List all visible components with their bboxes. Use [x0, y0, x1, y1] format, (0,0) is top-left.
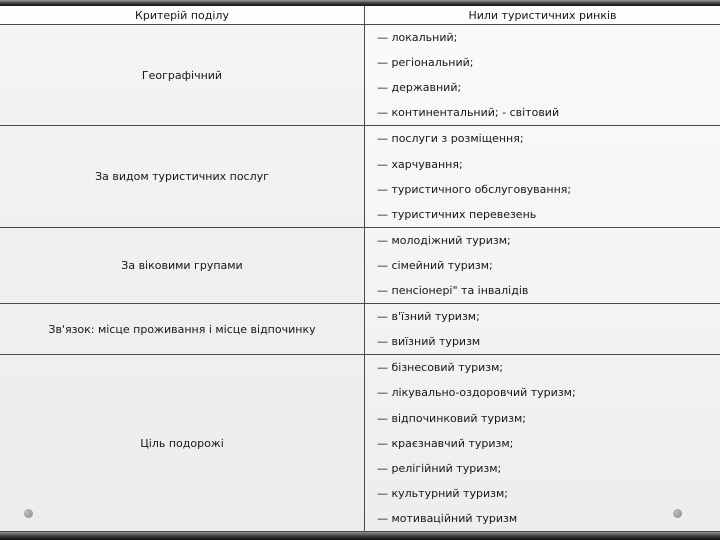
table-row [0, 126, 720, 227]
items-cell [365, 355, 720, 531]
items-cell [365, 228, 720, 303]
table-row [0, 355, 720, 531]
decorative-dot-left [24, 509, 33, 518]
table-row [0, 304, 720, 355]
list-item: — послуги з розміщення; [377, 132, 524, 146]
header-markets-label: Нили туристичних ринків [468, 8, 617, 22]
list-item: — континентальний; - світовий [377, 106, 560, 120]
decorative-dot-right [673, 509, 682, 518]
list-item: — молодіжний туризм; [377, 233, 511, 247]
criterion-label: За віковими групами [121, 258, 243, 272]
bottom-border-bar [0, 532, 720, 540]
list-item: — краєзнавчий туризм; [377, 436, 514, 450]
criterion-cell [0, 25, 365, 125]
list-item: — виїзний туризм [377, 335, 481, 349]
criterion-cell [0, 355, 365, 531]
items-cell [365, 25, 720, 125]
table-header-row [0, 6, 720, 25]
list-item: — мотиваційний туризм [377, 511, 518, 525]
list-item: — туристичних перевезень [377, 207, 537, 221]
criterion-cell [0, 304, 365, 354]
header-criterion-label: Критерій поділу [135, 8, 229, 22]
list-item: — туристичного обслуговування; [377, 182, 572, 196]
criteria-table [0, 6, 720, 532]
table-row [0, 25, 720, 126]
list-item: — бізнесовий туризм; [377, 361, 504, 375]
list-item: — лікувально-оздоровчий туризм; [377, 386, 576, 400]
list-item: — локальний; [377, 31, 458, 45]
items-cell [365, 304, 720, 354]
items-cell [365, 126, 720, 226]
list-item: — релігійний туризм; [377, 461, 502, 475]
header-cell-criterion [0, 6, 365, 24]
criterion-cell [0, 228, 365, 303]
list-item: — регіональний; [377, 56, 474, 70]
list-item: — пенсіонері" та інвалідів [377, 284, 529, 298]
criterion-cell [0, 126, 365, 226]
list-item: — сімейний туризм; [377, 258, 493, 272]
list-item: — відпочинковий туризм; [377, 411, 526, 425]
header-cell-markets [365, 6, 720, 24]
criterion-label: Географічний [141, 68, 223, 82]
table-row [0, 228, 720, 304]
list-item: — державний; [377, 81, 462, 95]
list-item: — харчування; [377, 157, 463, 171]
list-item: — в'їзний туризм; [377, 310, 480, 324]
criterion-label: Зв'язок: місце проживання і місце відпочинку [48, 322, 316, 336]
list-item: — культурний туризм; [377, 486, 508, 500]
criterion-label: Ціль подорожі [140, 436, 224, 450]
criterion-label: За видом туристичних послуг [95, 170, 269, 184]
